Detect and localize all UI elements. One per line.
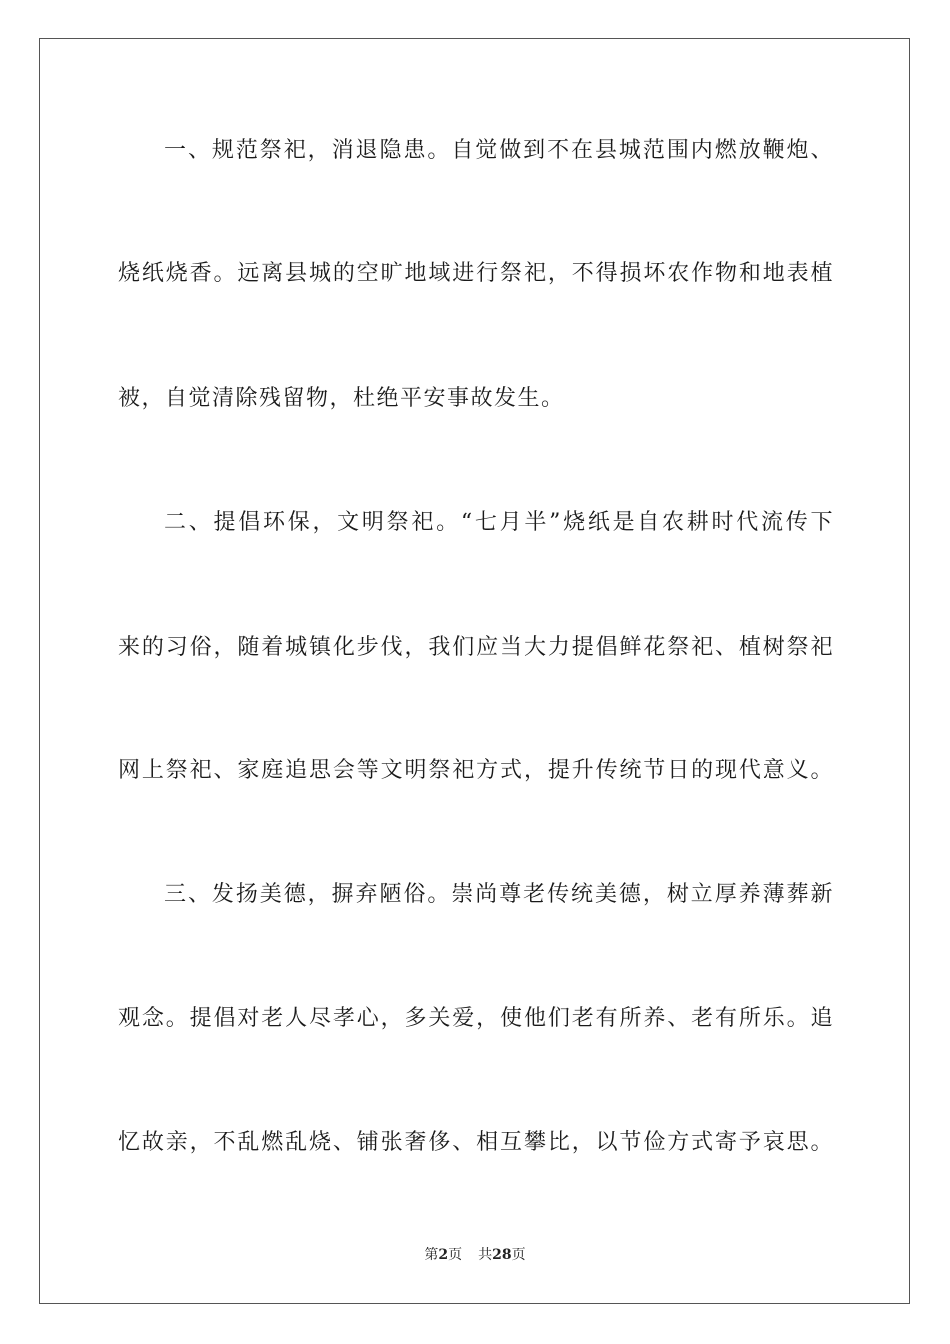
- page-footer: [0, 1245, 950, 1265]
- total-suffix: 页: [511, 1247, 526, 1263]
- paragraph-2-line-2: 来的习俗，随着城镇化步伐，我们应当大力提倡鲜花祭祀、植树祭祀: [118, 635, 834, 660]
- page-prefix: 第: [424, 1247, 439, 1263]
- paragraph-2-line-1: 二、提倡环保，文明祭祀。“七月半”烧纸是自农耕时代流传下: [164, 510, 834, 535]
- paragraph-1-line-2: 烧纸烧香。远离县城的空旷地域进行祭祀，不得损坏农作物和地表植: [118, 261, 834, 286]
- paragraph-3-line-2: 观念。提倡对老人尽孝心，多关爱，使他们老有所养、老有所乐。追: [118, 1006, 834, 1031]
- page-suffix: 页: [448, 1247, 463, 1263]
- paragraph-3-line-1: 三、发扬美德，摒弃陋俗。崇尚尊老传统美德，树立厚养薄葬新: [164, 882, 834, 907]
- page-number: 2: [438, 1247, 449, 1263]
- total-pages: 28: [492, 1247, 512, 1263]
- paragraph-1-line-3: 被，自觉清除残留物，杜绝平安事故发生。: [118, 386, 565, 411]
- paragraph-1-line-1: 一、规范祭祀，消退隐患。自觉做到不在县城范围内燃放鞭炮、: [164, 138, 834, 163]
- total-prefix: 共: [478, 1247, 493, 1263]
- page-border: [39, 38, 910, 1304]
- paragraph-3-line-3: 忆故亲，不乱燃乱烧、铺张奢侈、相互攀比，以节俭方式寄予哀思。: [118, 1130, 834, 1155]
- paragraph-2-line-3: 网上祭祀、家庭追思会等文明祭祀方式，提升传统节日的现代意义。: [118, 758, 834, 783]
